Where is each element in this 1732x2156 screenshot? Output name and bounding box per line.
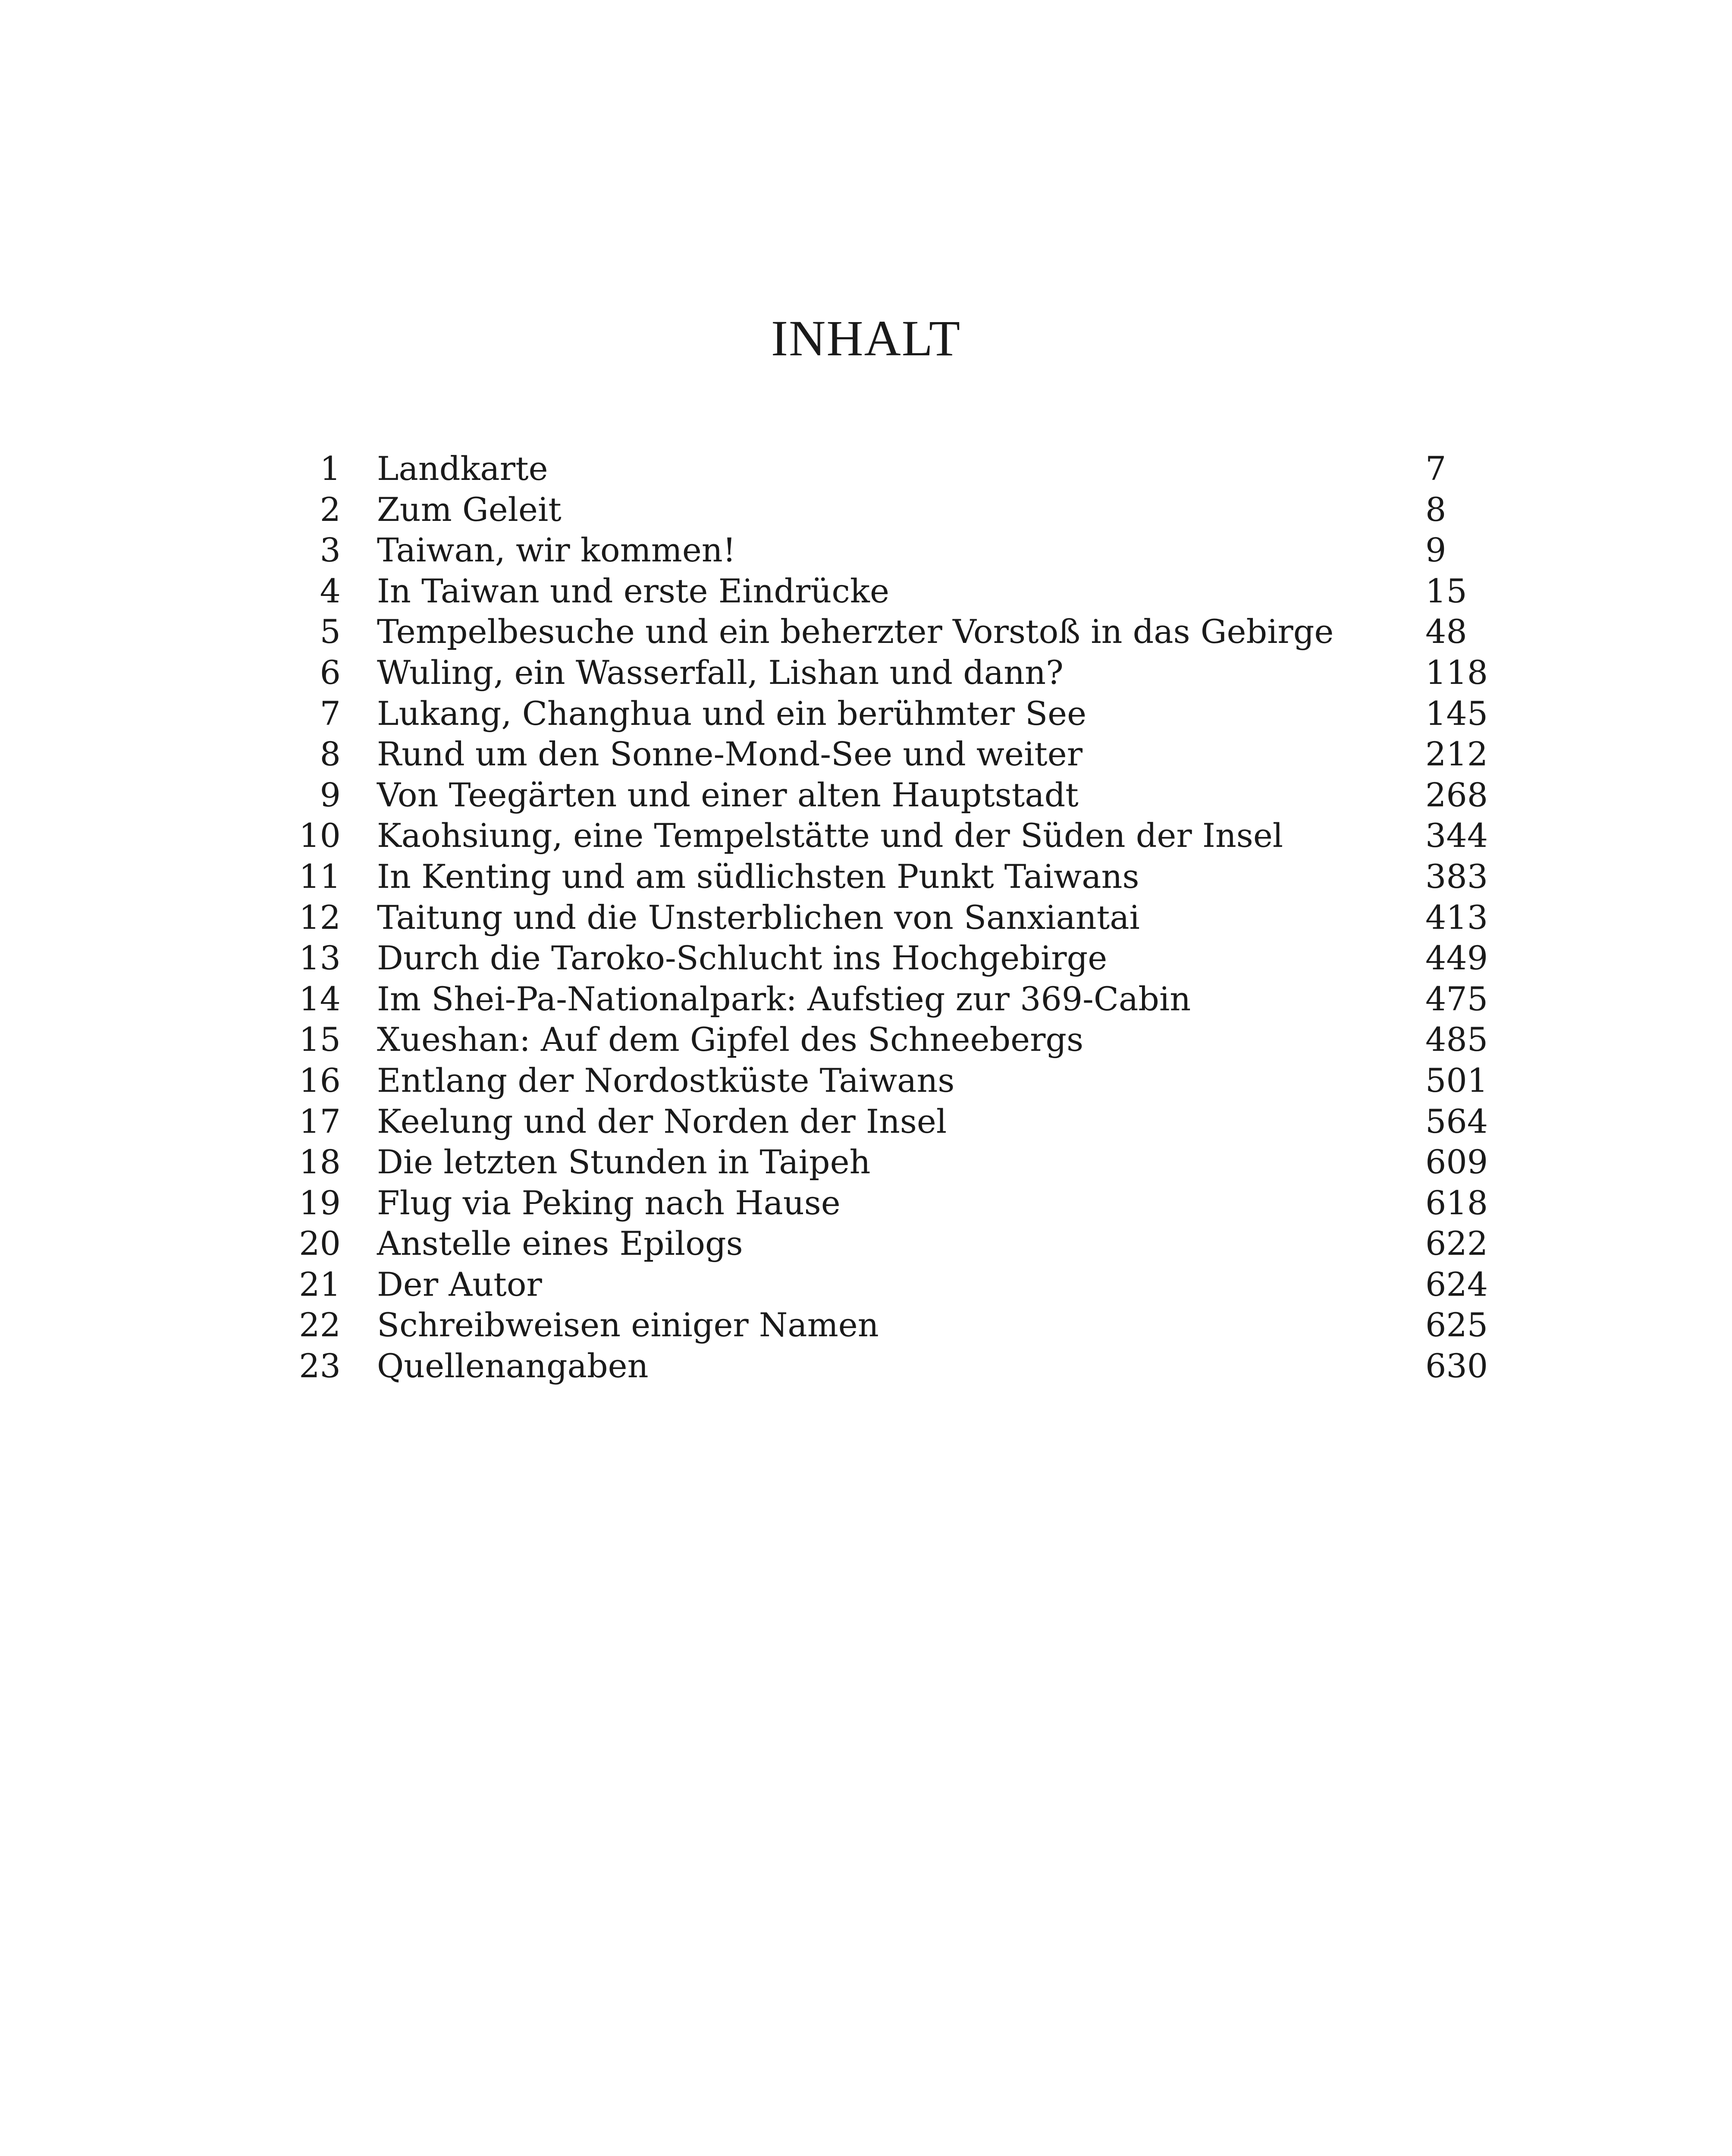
toc-entry-page: 383 bbox=[1425, 857, 1488, 896]
toc-entry-page: 485 bbox=[1425, 1020, 1488, 1059]
toc-entry bbox=[276, 734, 1509, 775]
toc-entry-page: 622 bbox=[1425, 1224, 1488, 1263]
toc-entry-number: 23 bbox=[299, 1347, 341, 1385]
toc-entry-title: Anstelle eines Epilogs bbox=[377, 1224, 743, 1263]
toc-entry bbox=[276, 775, 1509, 816]
toc-entry bbox=[276, 1019, 1509, 1060]
page-title: INHALT bbox=[771, 310, 961, 367]
toc-entry-number: 16 bbox=[299, 1061, 341, 1100]
toc-entry-number: 18 bbox=[299, 1143, 341, 1181]
toc-entry-title: Taiwan, wir kommen! bbox=[377, 531, 736, 570]
toc-entry-title: In Taiwan und erste Eindrücke bbox=[377, 571, 889, 610]
toc-entry-number: 1 bbox=[320, 449, 341, 488]
toc-entry-page: 212 bbox=[1425, 735, 1488, 774]
toc-entry-page: 145 bbox=[1425, 694, 1488, 733]
toc-entry-page: 48 bbox=[1425, 612, 1467, 651]
toc-entry-title: Zum Geleit bbox=[377, 490, 562, 529]
toc-entry-title: Taitung und die Unsterblichen von Sanxiantai bbox=[377, 898, 1140, 937]
toc-entry bbox=[276, 1142, 1509, 1183]
toc-entry bbox=[276, 571, 1509, 612]
toc-entry-page: 609 bbox=[1425, 1143, 1488, 1181]
toc-entry-page: 118 bbox=[1425, 653, 1488, 692]
toc-entry bbox=[276, 1305, 1509, 1346]
toc-entry-number: 15 bbox=[299, 1020, 341, 1059]
toc-entry bbox=[276, 489, 1509, 530]
toc-entry-title: Der Autor bbox=[377, 1265, 542, 1304]
toc-entry-number: 17 bbox=[299, 1102, 341, 1141]
toc-entry bbox=[276, 530, 1509, 571]
toc-entry-page: 475 bbox=[1425, 979, 1488, 1018]
toc-entry bbox=[276, 1264, 1509, 1305]
toc-entry-title: Lukang, Changhua und ein berühmter See bbox=[377, 694, 1087, 733]
toc-entry-number: 20 bbox=[299, 1224, 341, 1263]
toc-entry bbox=[276, 897, 1509, 938]
toc-entry-number: 10 bbox=[299, 816, 341, 855]
toc-entry-title: Durch die Taroko-Schlucht ins Hochgebirge bbox=[377, 939, 1108, 978]
toc-entry-title: Im Shei-Pa-Nationalpark: Aufstieg zur 369-Cabin bbox=[377, 979, 1191, 1018]
toc-entry-title: Flug via Peking nach Hause bbox=[377, 1183, 841, 1222]
toc-entry bbox=[276, 652, 1509, 693]
toc-entry-page: 630 bbox=[1425, 1347, 1488, 1385]
toc-entry-number: 14 bbox=[299, 979, 341, 1018]
toc-entry bbox=[276, 1060, 1509, 1101]
toc-entry-number: 4 bbox=[320, 571, 341, 610]
toc-entry-title: Entlang der Nordostküste Taiwans bbox=[377, 1061, 955, 1100]
toc-entry-title: Von Teegärten und einer alten Hauptstadt bbox=[377, 775, 1079, 814]
toc-entry-page: 7 bbox=[1425, 449, 1446, 488]
table-of-contents bbox=[276, 448, 1509, 1387]
toc-entry-page: 15 bbox=[1425, 571, 1467, 610]
toc-entry-number: 22 bbox=[299, 1306, 341, 1344]
toc-entry-number: 19 bbox=[299, 1183, 341, 1222]
toc-entry bbox=[276, 938, 1509, 979]
toc-entry bbox=[276, 856, 1509, 897]
toc-entry-title: Wuling, ein Wasserfall, Lishan und dann? bbox=[377, 653, 1064, 692]
toc-entry-page: 618 bbox=[1425, 1183, 1488, 1222]
toc-entry-title: Die letzten Stunden in Taipeh bbox=[377, 1143, 871, 1181]
toc-entry-page: 344 bbox=[1425, 816, 1488, 855]
toc-entry-number: 7 bbox=[320, 694, 341, 733]
toc-entry bbox=[276, 815, 1509, 856]
toc-entry-page: 624 bbox=[1425, 1265, 1488, 1304]
toc-entry-title: Tempelbesuche und ein beherzter Vorstoß in das Gebirge bbox=[377, 612, 1334, 651]
toc-entry-title: Xueshan: Auf dem Gipfel des Schneebergs bbox=[377, 1020, 1084, 1059]
toc-entry-number: 2 bbox=[320, 490, 341, 529]
toc-entry bbox=[276, 1346, 1509, 1387]
toc-entry-number: 21 bbox=[299, 1265, 341, 1304]
toc-entry-number: 5 bbox=[320, 612, 341, 651]
toc-entry-page: 268 bbox=[1425, 775, 1488, 814]
toc-entry-title: Keelung und der Norden der Insel bbox=[377, 1102, 947, 1141]
toc-entry bbox=[276, 1101, 1509, 1142]
toc-entry-title: Quellenangaben bbox=[377, 1347, 649, 1385]
toc-entry-title: Schreibweisen einiger Namen bbox=[377, 1306, 879, 1344]
toc-entry-number: 13 bbox=[299, 939, 341, 978]
toc-entry bbox=[276, 448, 1509, 489]
toc-entry-title: Rund um den Sonne-Mond-See und weiter bbox=[377, 735, 1083, 774]
toc-entry-number: 11 bbox=[299, 857, 341, 896]
toc-entry-page: 564 bbox=[1425, 1102, 1488, 1141]
toc-entry-number: 9 bbox=[320, 775, 341, 814]
toc-entry-number: 6 bbox=[320, 653, 341, 692]
toc-entry-number: 3 bbox=[320, 531, 341, 570]
toc-entry-title: Kaohsiung, eine Tempelstätte und der Süden der Insel bbox=[377, 816, 1283, 855]
toc-entry-page: 9 bbox=[1425, 531, 1446, 570]
toc-entry-page: 8 bbox=[1425, 490, 1446, 529]
toc-entry bbox=[276, 1223, 1509, 1264]
toc-entry-title: In Kenting und am südlichsten Punkt Taiwans bbox=[377, 857, 1139, 896]
toc-entry-title: Landkarte bbox=[377, 449, 548, 488]
toc-entry-page: 501 bbox=[1425, 1061, 1488, 1100]
toc-entry-page: 449 bbox=[1425, 939, 1488, 978]
toc-entry-number: 8 bbox=[320, 735, 341, 774]
toc-entry bbox=[276, 611, 1509, 652]
toc-entry bbox=[276, 979, 1509, 1020]
toc-entry-page: 625 bbox=[1425, 1306, 1488, 1344]
toc-entry bbox=[276, 1183, 1509, 1224]
toc-entry bbox=[276, 693, 1509, 734]
toc-entry-page: 413 bbox=[1425, 898, 1488, 937]
toc-entry-number: 12 bbox=[299, 898, 341, 937]
